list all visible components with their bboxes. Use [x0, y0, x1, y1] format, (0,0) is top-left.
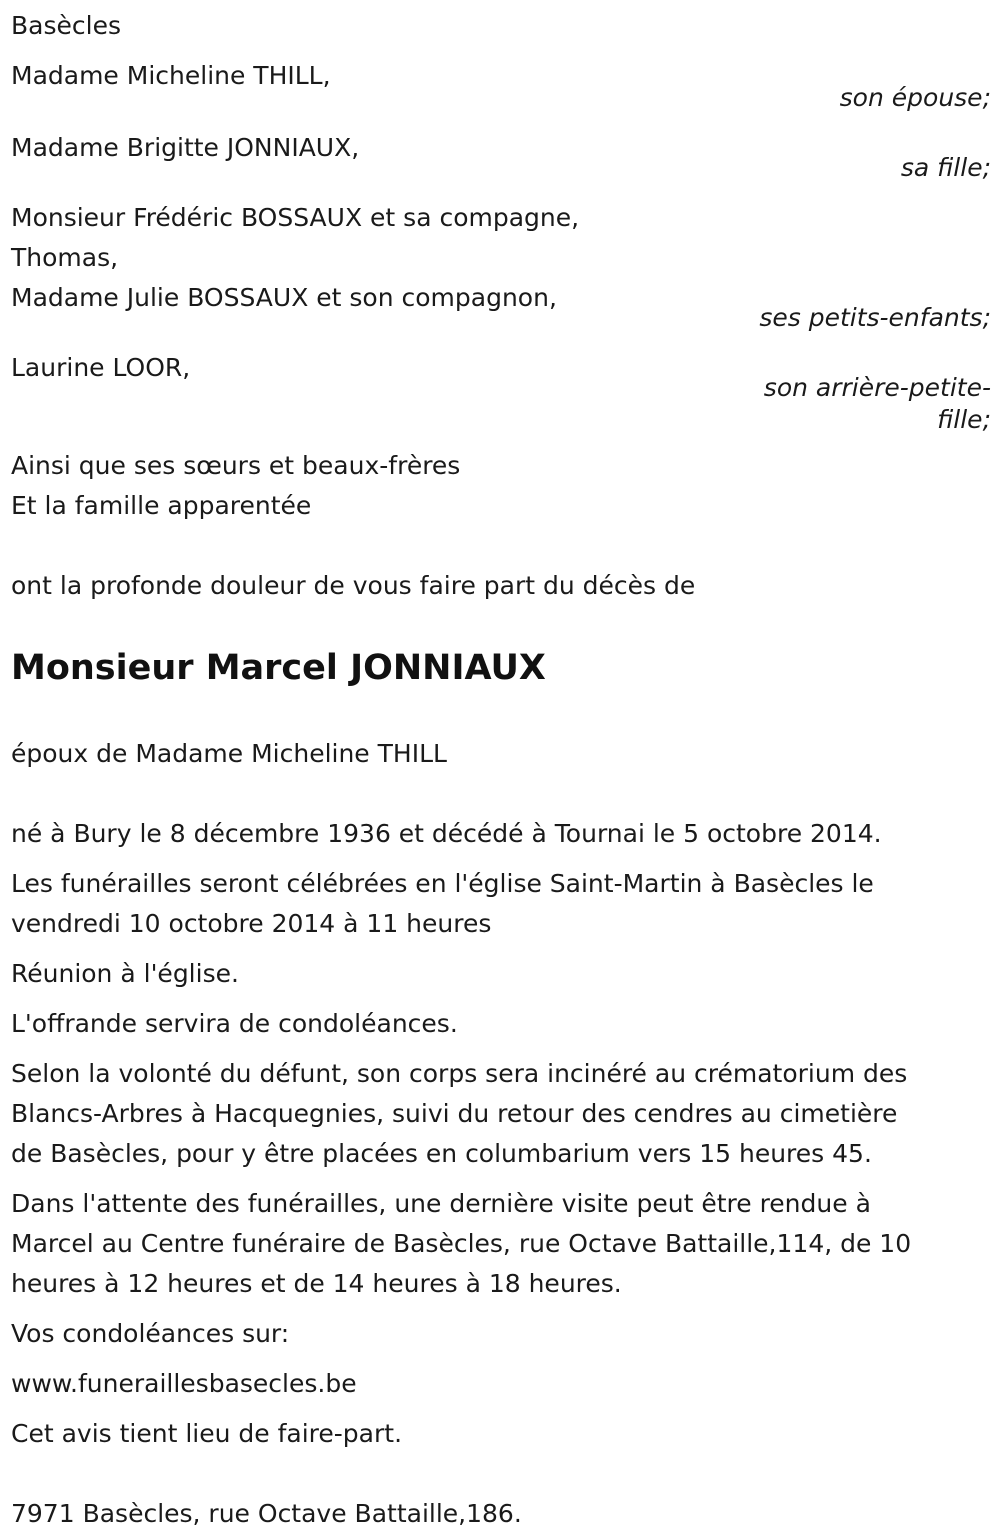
cremation-line: Blancs-Arbres à Hacquegnies, suivi du retour des cendres au cimetière — [11, 1099, 898, 1128]
announcement-text: ont la profonde douleur de vous faire part du décès de — [11, 571, 696, 600]
family-member: Monsieur Frédéric BOSSAUX et sa compagne, — [11, 203, 580, 232]
family-member: Madame Micheline THILL, — [11, 61, 331, 90]
funeral-line: vendredi 10 octobre 2014 à 11 heures — [11, 909, 492, 938]
spouse-line: époux de Madame Micheline THILL — [11, 739, 447, 768]
birth-death-line: né à Bury le 8 décembre 1936 et décédé à Tournai le 5 octobre 2014. — [11, 819, 882, 848]
relation-label: ses petits-enfants; — [759, 303, 991, 332]
condolences-label: Vos condoléances sur: — [11, 1319, 290, 1348]
funeral-line: Les funérailles seront célébrées en l'église Saint-Martin à Basècles le — [11, 869, 874, 898]
funeral-details — [11, 864, 991, 944]
family-member: Madame Julie BOSSAUX et son compagnon, — [11, 283, 557, 312]
visit-details — [11, 1184, 991, 1304]
others-line: Et la famille apparentée — [11, 491, 312, 520]
visit-line: heures à 12 heures et de 14 heures à 18 heures. — [11, 1269, 622, 1298]
website-link[interactable]: www.funeraillesbasecles.be — [11, 1369, 357, 1398]
offering-line: L'offrande servira de condoléances. — [11, 1009, 458, 1038]
address-line: 7971 Basècles, rue Octave Battaille,186. — [11, 1499, 522, 1528]
others-line: Ainsi que ses sœurs et beaux-frères — [11, 451, 461, 480]
meeting-line: Réunion à l'église. — [11, 959, 239, 988]
cremation-line: de Basècles, pour y être placées en columbarium vers 15 heures 45. — [11, 1139, 872, 1168]
family-group-great-grandchild — [11, 348, 991, 436]
relation-label: son épouse; — [839, 83, 991, 112]
family-member: Thomas, — [11, 243, 119, 272]
other-relatives — [11, 446, 991, 526]
family-group-spouse — [11, 56, 991, 114]
obituary-notice — [11, 6, 991, 1534]
relation-label: fille; — [937, 405, 991, 434]
visit-line: Marcel au Centre funéraire de Basècles, rue Octave Battaille,114, de 10 — [11, 1229, 912, 1258]
family-member: Madame Brigitte JONNIAUX, — [11, 133, 360, 162]
deceased-name: Monsieur Marcel JONNIAUX — [11, 648, 546, 688]
town-header: Basècles — [11, 11, 121, 40]
family-member: Laurine LOOR, — [11, 353, 191, 382]
family-group-grandchildren — [11, 198, 991, 334]
relation-label: son arrière-petite- — [763, 373, 991, 402]
notice-line: Cet avis tient lieu de faire-part. — [11, 1419, 403, 1448]
relation-label: sa fille; — [900, 153, 991, 182]
cremation-line: Selon la volonté du défunt, son corps sera incinéré au crématorium des — [11, 1059, 908, 1088]
visit-line: Dans l'attente des funérailles, une dernière visite peut être rendue à — [11, 1189, 871, 1218]
cremation-details — [11, 1054, 991, 1174]
family-group-daughter — [11, 128, 991, 184]
